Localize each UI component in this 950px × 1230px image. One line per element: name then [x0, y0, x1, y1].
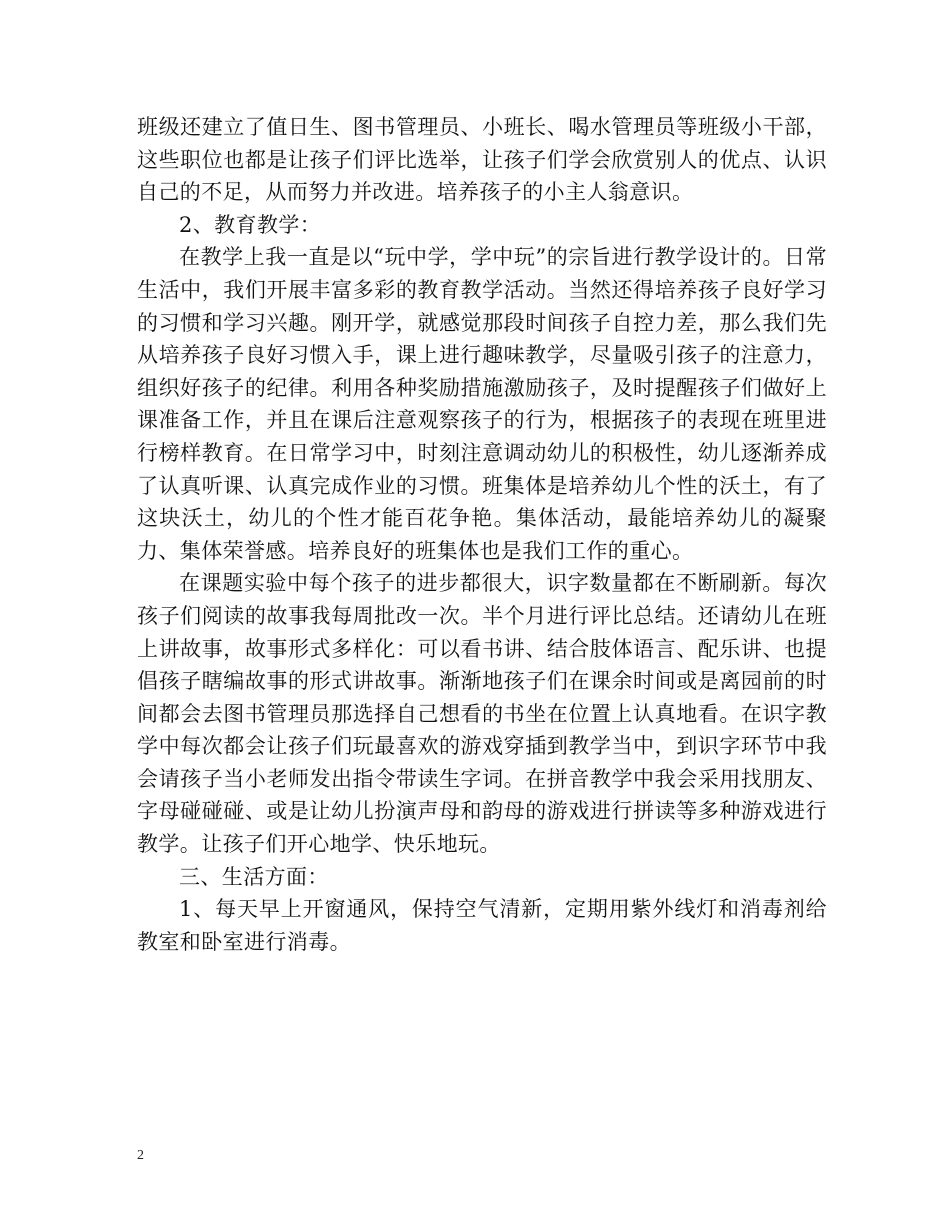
paragraph-project-experiment: 在课题实验中每个孩子的进步都很大，识字数量都在不断刷新。每次孩子们阅读的故事我每周批改一次。半个月进行评比总结。还请幼儿在班上讲故事，故事形式多样化：可以看书讲、结合肢体语言、配乐讲、也提倡孩子瞎编故事的形式讲故事。渐渐地孩子们在课余时间或是离园前的时间都会去图书管理员那选择自己想看的书坐在位置上认真地看。在识字教学中每次都会让孩子们玩最喜欢的游戏穿插到教学当中，到识字环节中我会请孩子当小老师发出指令带读生字词。在拼音教学中我会采用找朋友、字母碰碰碰、或是让幼儿扮演声母和韵母的游戏进行拼读等多种游戏进行教学。让孩子们开心地学、快乐地玩。: [137, 571, 827, 857]
paragraph-class-cadres: 班级还建立了值日生、图书管理员、小班长、喝水管理员等班级小干部，这些职位也都是让孩子们评比选举，让孩子们学会欣赏别人的优点、认识自己的不足，从而努力并改进。培养孩子的小主人翁意识。: [137, 115, 827, 205]
paragraph-teaching-approach: 在教学上我一直是以“玩中学，学中玩”的宗旨进行教学设计的。日常生活中，我们开展丰富多彩的教育教学活动。当然还得培养孩子良好学习的习惯和学习兴趣。刚开学，就感觉那段时间孩子自控力差，那么我们先从培养孩子良好习惯入手，课上进行趣味教学，尽量吸引孩子的注意力，组织好孩子的纪律。利用各种奖励措施激励孩子，及时提醒孩子们做好上课准备工作，并且在课后注意观察孩子的行为，根据孩子的表现在班里进行榜样教育。在日常学习中，时刻注意调动幼儿的积极性，幼儿逐渐养成了认真听课、认真完成作业的习惯。班集体是培养幼儿个性的沃土，有了这块沃土，幼儿的个性才能百花争艳。集体活动，最能培养幼儿的凝聚力、集体荣誉感。培养良好的班集体也是我们工作的重心。: [137, 245, 827, 563]
heading-education-teaching: 2、教育教学：: [179, 212, 322, 237]
page-number: 2: [137, 1148, 144, 1163]
document-body: [137, 111, 827, 958]
paragraph-ventilation-disinfection: 1、每天早上开窗通风，保持空气清新，定期用紫外线灯和消毒剂给教室和卧室进行消毒。: [137, 897, 827, 954]
heading-daily-life: 三、生活方面：: [179, 864, 329, 889]
